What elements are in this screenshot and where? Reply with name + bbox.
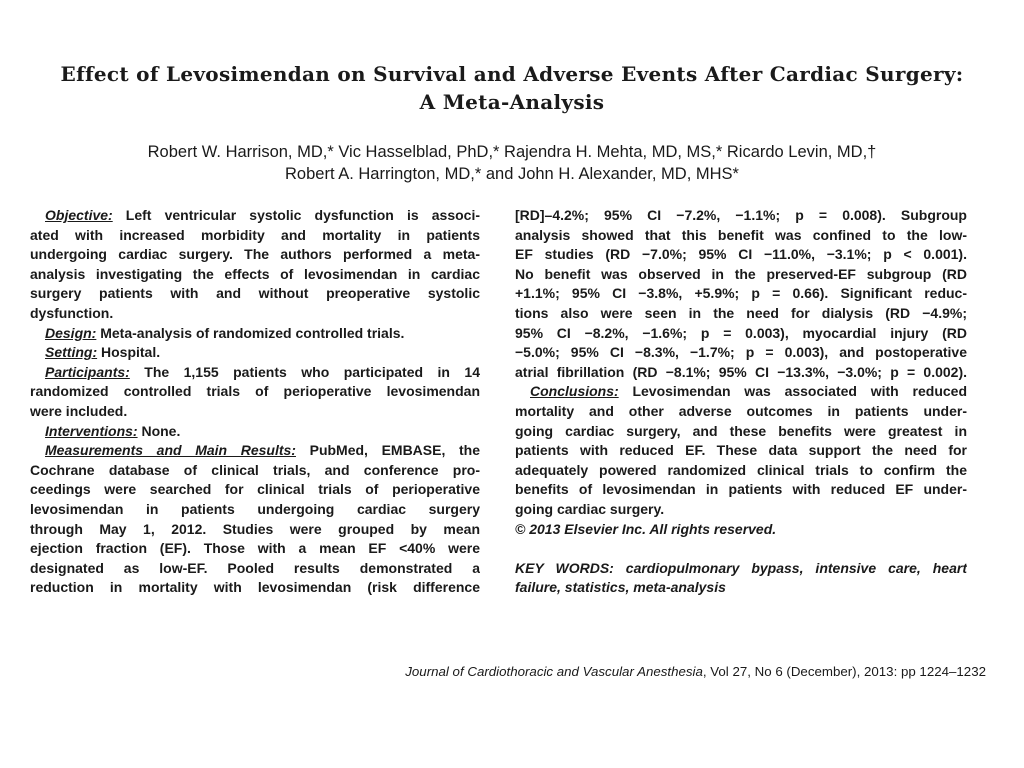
abstract-line: [RD]–4.2%; 95% CI −7.2%, −1.1%; p = 0.008). Subgroup xyxy=(515,207,967,223)
keywords-line: KEY WORDS: cardiopulmonary bypass, intensive care, heart xyxy=(515,559,967,576)
setting-line: Setting: Hospital. xyxy=(45,344,161,361)
abstract-line: ejection fraction (EF). Those with a mean EF <40% were xyxy=(30,540,480,557)
author-line: Robert A. Harrington, MD,* and John H. Alexander, MD, MHS* xyxy=(285,165,739,183)
abstract-line: ceedings were searched for clinical trials of perioperative xyxy=(30,481,480,498)
abstract-line: analysis showed that this benefit was confined to the low- xyxy=(515,226,967,243)
design-line: Design: Meta-analysis of randomized controlled trials. xyxy=(45,324,405,341)
copyright-notice: © 2013 Elsevier Inc. All rights reserved. xyxy=(515,520,777,537)
abstract-line: patients with reduced EF. These data support the need for xyxy=(515,442,967,459)
abstract-line: +1.1%; 95% CI −3.8%, +5.9%; p = 0.66). Significant reduc- xyxy=(515,285,967,302)
abstract-line: randomized controlled trials of perioperative levosimendan xyxy=(30,383,480,400)
abstract-line: surgery patients with and without preoperative systolic xyxy=(30,285,480,302)
citation-details: , Vol 27, No 6 (December), 2013: pp 1224–1232 xyxy=(702,664,986,679)
abstract-right-column xyxy=(515,206,967,598)
abstract-left-column xyxy=(30,206,480,598)
abstract-line: dysfunction. xyxy=(30,304,114,321)
abstract-line: Cochrane database of clinical trials, and conference pro- xyxy=(30,461,480,478)
abstract-line: atrial fibrillation (RD −8.1%; 95% CI −13.3%, −3.0%; p = 0.002). xyxy=(515,363,967,380)
abstract-line: benefits of levosimendan in patients with reduced EF under- xyxy=(515,481,967,498)
author-line: Robert W. Harrison, MD,* Vic Hasselblad, PhD,* Rajendra H. Mehta, MD, MS,* Ricardo Levin, MD,† xyxy=(147,143,877,161)
author-list xyxy=(0,141,1024,185)
measurements-label: Measurements and Main Results: xyxy=(45,442,296,459)
interventions-line: Interventions: None. xyxy=(45,422,181,439)
abstract-line: going cardiac surgery, and these benefits were greatest in xyxy=(515,422,967,439)
keywords xyxy=(515,559,967,598)
setting-label: Setting: xyxy=(45,344,98,361)
abstract-line: going cardiac surgery. xyxy=(515,500,665,517)
abstract-line: 95% CI −8.2%, −1.6%; p = 0.003), myocardial injury (RD xyxy=(515,324,967,341)
paper-title xyxy=(0,60,1024,116)
abstract-line: adequately powered randomized clinical trials to confirm the xyxy=(515,461,967,478)
keywords-line: failure, statistics, meta-analysis xyxy=(515,579,726,596)
title-line: A Meta-Analysis xyxy=(419,90,605,114)
abstract-line: No benefit was observed in the preserved-EF subgroup (RD xyxy=(515,265,967,282)
journal-citation xyxy=(0,664,986,679)
conclusions-label: Conclusions: xyxy=(530,383,619,400)
abstract-line: −5.0%; 95% CI −8.3%, −1.7%; p = 0.003), and postoperative xyxy=(515,344,967,361)
abstract-line: through May 1, 2012. Studies were grouped by mean xyxy=(30,520,480,537)
abstract-line: Measurements and Main Results: PubMed, EMBASE, the xyxy=(45,442,480,459)
abstract-line: analysis investigating the effects of levosimendan in cardiac xyxy=(30,265,480,282)
abstract-line: levosimendan in patients undergoing cardiac surgery xyxy=(30,500,480,517)
abstract-line: tions also were seen in the need for dialysis (RD −4.9%; xyxy=(515,304,967,321)
interventions-label: Interventions: xyxy=(45,422,138,439)
abstract-line: designated as low-EF. Pooled results demonstrated a xyxy=(30,559,480,576)
design-label: Design: xyxy=(45,324,97,341)
abstract-line: undergoing cardiac surgery. The authors performed a meta- xyxy=(30,246,480,263)
journal-name: Journal of Cardiothoracic and Vascular Anesthesia xyxy=(405,664,703,679)
abstract-line: mortality and other adverse outcomes in patients under- xyxy=(515,402,967,419)
objective-label: Objective: xyxy=(45,207,113,223)
abstract-line: reduction in mortality with levosimendan (risk difference xyxy=(30,579,480,596)
abstract-line: Conclusions: Levosimendan was associated with reduced xyxy=(530,383,967,400)
abstract-line: Participants: The 1,155 patients who participated in 14 xyxy=(45,363,480,380)
abstract-line: Objective: Left ventricular systolic dysfunction is associ- xyxy=(45,207,480,223)
participants-label: Participants: xyxy=(45,363,130,380)
abstract-line: EF studies (RD −7.0%; 95% CI −11.0%, −3.1%; p < 0.001). xyxy=(515,246,967,263)
title-line: Effect of Levosimendan on Survival and Adverse Events After Cardiac Surgery: xyxy=(60,62,964,86)
abstract-line: were included. xyxy=(30,402,128,419)
abstract-line: ated with increased morbidity and mortality in patients xyxy=(30,226,480,243)
